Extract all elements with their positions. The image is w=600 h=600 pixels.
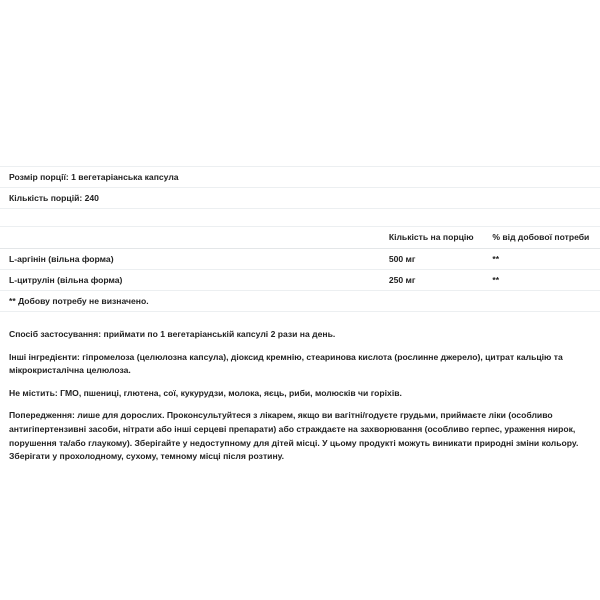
directions-text: Спосіб застосування: приймати по 1 вегетаріанській капсулі 2 рази на день. — [9, 329, 336, 339]
spacer-cell-dv — [492, 209, 600, 227]
serving-size-dv-cell — [492, 167, 600, 188]
table-row — [0, 270, 600, 291]
table-header-row — [0, 227, 600, 249]
spacer-cell-amount — [389, 209, 493, 227]
other-ingredients-text: Інші інгредієнти: гіпромелоза (целюлозна капсула), діоксид кремнію, стеаринова кислота (рослинне джерело), цитрат кальцію та мікрокристалічна целюлоза. — [9, 351, 563, 376]
supplement-facts-table — [0, 166, 600, 312]
ingredient-amount: 250 мг — [389, 270, 493, 291]
table-row-footnote — [0, 291, 600, 312]
top-whitespace — [0, 0, 600, 166]
serving-size-label: Розмір порції: 1 вегетаріанська капсула — [0, 167, 389, 188]
ingredient-daily-value: ** — [492, 270, 600, 291]
serving-size-amount-cell — [389, 167, 493, 188]
column-header-name — [0, 227, 389, 249]
free-from-text: Не містить: ГМО, пшениці, глютена, сої, кукурудзи, молока, яєць, риби, молюсків чи горіхів. — [9, 387, 402, 398]
daily-value-footnote: ** Добову потребу не визначено. — [0, 291, 389, 312]
ingredient-daily-value: ** — [492, 249, 600, 270]
servings-amount-cell — [389, 188, 493, 209]
servings-per-container-label: Кількість порцій: 240 — [0, 188, 389, 209]
spacer-cell-name — [0, 209, 389, 227]
column-header-percent-daily-value: % від добової потреби — [492, 227, 600, 249]
footnote-dv-cell — [492, 291, 600, 312]
ingredient-amount: 500 мг — [389, 249, 493, 270]
table-row-serving-size — [0, 167, 600, 188]
spacer-before-free-from — [9, 378, 591, 387]
table-row-servings-per-container — [0, 188, 600, 209]
footnote-amount-cell — [389, 291, 493, 312]
servings-dv-cell — [492, 188, 600, 209]
spacer-after-table — [9, 312, 591, 328]
column-header-amount-per-serving: Кількість на порцію — [389, 227, 493, 249]
spacer-before-warning — [9, 400, 591, 409]
ingredient-name: L-аргінін (вільна форма) — [0, 249, 389, 270]
table-row — [0, 249, 600, 270]
product-details — [0, 312, 600, 464]
table-row-spacer — [0, 209, 600, 227]
ingredient-name: L-цитрулін (вільна форма) — [0, 270, 389, 291]
spacer-before-ingredients — [9, 342, 591, 351]
warning-text: Попередження: лише для дорослих. Проконсультуйтеся з лікарем, якщо ви вагітні/годуєте грудьми, приймаєте ліки (особливо антигіпертензивні засоби, нітрати або інші серцеві препарати) або страждаєте на захворювання (особливо герпес, ураження нирок, порушення та/або глаукому). Зберігайте у недоступному для дітей місці. У цьому продукті можуть виникати природні зміни кольору. Зберігати у прохолодному, сухому, темному місці після розтину. — [9, 410, 579, 462]
